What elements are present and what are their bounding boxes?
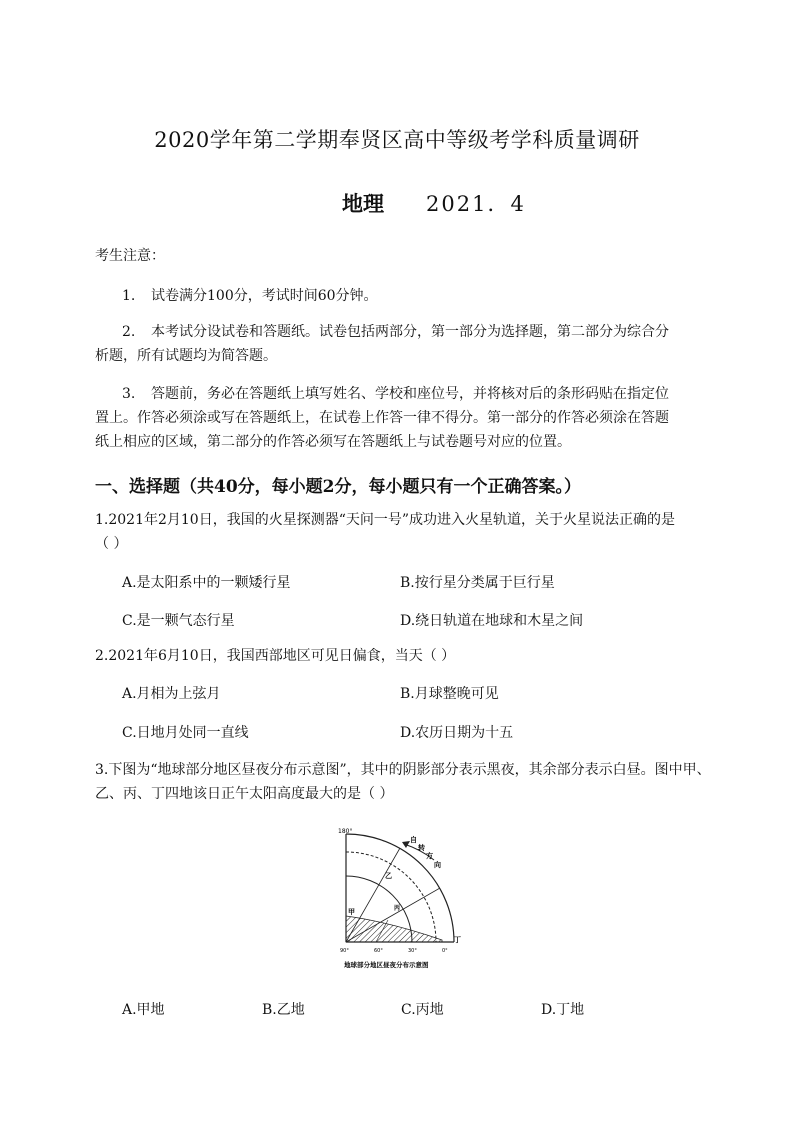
option-d: D.丁地	[541, 1002, 585, 1018]
label-180: 180°	[338, 828, 353, 835]
notice-item-text: 置上。作答必须涂或写在答题纸上，在试卷上作答一律不得分。第一部分的作答必须涂在答题	[95, 410, 669, 426]
figure-caption: 地球部分地区昼夜分布示意图	[344, 961, 429, 969]
notice-item-num: 3.	[122, 386, 136, 402]
question-stem: 2.2021年6月10日，我国西部地区可见日偏食，当天（ ）	[95, 648, 456, 664]
section-heading: 一、选择题（共40分，每小题2分，每小题只有一个正确答案。）	[95, 477, 581, 497]
label-0: 0°	[442, 948, 448, 954]
label-rotation: 方	[426, 852, 433, 860]
notice-heading: 考生注意：	[95, 248, 165, 264]
question-stem: 3.下图为“地球部分地区昼夜分布示意图”，其中的阴影部分表示黑夜，其余部分表示白昼。图中甲、	[95, 762, 711, 778]
question-stem: 乙、丙、丁四地该日正午太阳高度最大的是（ ）	[95, 786, 394, 802]
label-jia: 甲	[348, 908, 355, 916]
option-a: A.甲地	[122, 1002, 165, 1018]
option-d: D.绕日轨道在地球和木星之间	[400, 613, 584, 629]
question-stem: （ ）	[95, 536, 128, 552]
option-c: C.丙地	[401, 1002, 444, 1018]
notice-item-text: 本考试分设试卷和答题纸。试卷包括两部分，第一部分为选择题，第二部分为综合分	[151, 324, 669, 340]
option-b: B.月球整晚可见	[400, 686, 499, 702]
exam-title: 2020学年第二学期奉贤区高中等级考学科质量调研	[154, 128, 640, 152]
notice-item-text: 纸上相应的区域，第二部分的作答必须写在答题纸上与试卷题号对应的位置。	[95, 434, 571, 450]
label-rotation: 自	[410, 836, 417, 844]
label-90: 90°	[340, 948, 349, 954]
option-b: B.乙地	[262, 1002, 305, 1018]
night-region	[346, 916, 442, 942]
notice-item-text: 答题前，务必在答题纸上填写姓名、学校和座位号，并将核对后的条形码贴在指定位	[151, 386, 669, 402]
option-a: A.是太阳系中的一颗矮行星	[122, 575, 291, 591]
label-ding: 丁	[454, 936, 461, 944]
notice-item-text: 析题，所有试题均为简答题。	[95, 348, 277, 364]
option-c: C.日地月处同一直线	[122, 725, 249, 741]
notice-item-num: 1.	[122, 288, 136, 304]
exam-date: 2021．4	[426, 192, 526, 216]
label-rotation: 转	[418, 844, 425, 852]
label-yi: 乙	[385, 872, 392, 880]
label-60: 60°	[374, 948, 383, 954]
label-30: 30°	[408, 948, 417, 954]
notice-item-num: 2.	[122, 324, 136, 340]
option-d: D.农历日期为十五	[400, 725, 514, 741]
notice-item-text: 试卷满分100分，考试时间60分钟。	[151, 288, 378, 304]
label-bing: 丙	[394, 905, 401, 912]
option-a: A.月相为上弦月	[122, 686, 221, 702]
subject-label: 地理	[342, 191, 384, 216]
option-b: B.按行星分类属于巨行星	[400, 575, 555, 591]
label-rotation: 向	[434, 861, 441, 869]
question-stem: 1.2021年2月10日，我国的火星探测器“天问一号”成功进入火星轨道，关于火星说法正确的是	[95, 512, 676, 528]
option-c: C.是一颗气态行星	[122, 613, 235, 629]
day-night-diagram	[330, 824, 470, 974]
